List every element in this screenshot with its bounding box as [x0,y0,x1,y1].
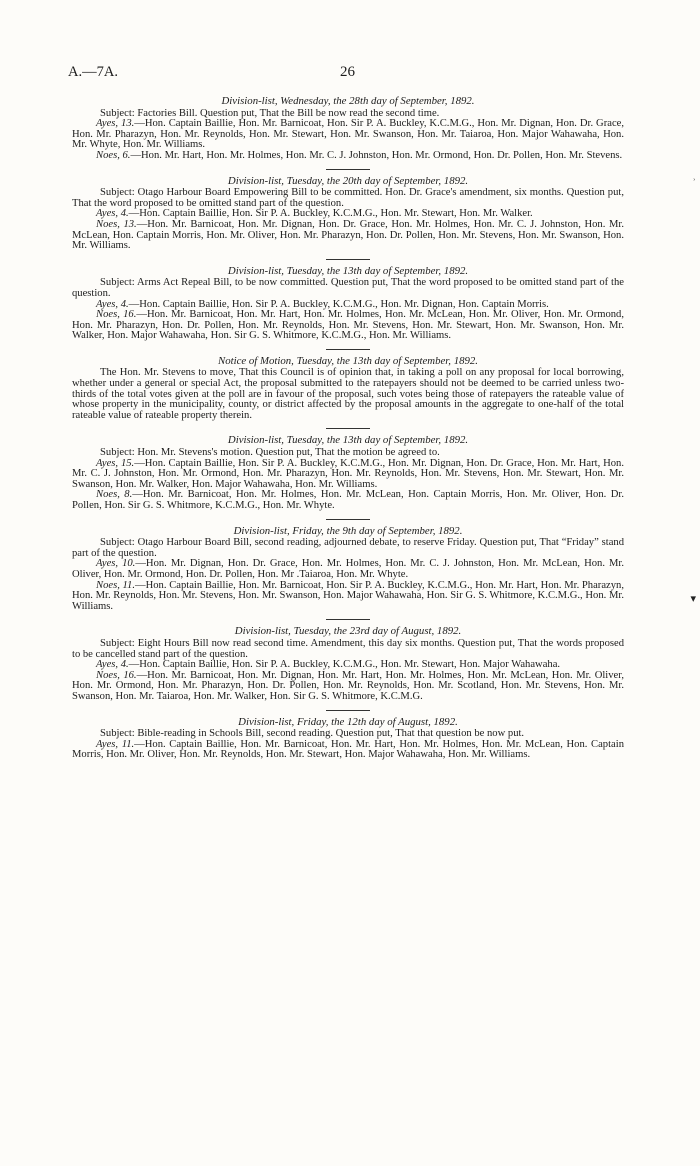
section-divider [326,259,370,260]
noes-paragraph [72,671,624,703]
section-title: Division-list, Friday, the 9th day of September, 1892. [233,524,463,537]
section-divider [326,349,370,350]
margin-mark: ▾ [690,593,696,605]
noes-names: —Hon. Mr. Barnicoat, Hon. Mr. Dignan, Hon. Dr. Grace, Hon. Mr. Holmes, Hon. Mr. C. J. Johnston, Hon. Mr. McLean, Hon. Captain Morris, Hon. Mr. Oliver, Hon. Mr. Pharazyn, Hon. Dr. Pollen, Hon. Mr. Stevens, Hon. Mr. Swanson, Hon. Mr. Williams. [72,218,624,252]
division-subject: Subject: Bible-reading in Schools Bill, second reading. Question put, That that question be now put. [100,728,525,740]
notice-of-motion-section [72,356,624,422]
ayes-paragraph [72,459,624,491]
noes-names: —Hon. Mr. Hart, Hon. Mr. Holmes, Hon. Mr. C. J. Johnston, Hon. Mr. Ormond, Hon. Dr. Pollen, Hon. Mr. Stevens. [130,149,623,161]
noes-label: Noes, 16. [96,669,137,681]
section-divider [326,519,370,520]
margin-mark: ˒ [692,172,696,184]
division-list-section [72,176,624,252]
division-subject: Subject: Factories Bill. Question put, That the Bill be now read the second time. [100,107,440,119]
section-title: Notice of Motion, Tuesday, the 13th day of September, 1892. [218,354,478,367]
section-title: Division-list, Wednesday, the 28th day of September, 1892. [221,95,475,107]
ayes-names: —Hon. Captain Baillie, Hon. Sir P. A. Buckley, K.C.M.G., Hon. Mr. Dignan, Hon. Dr. Grace, Hon. Mr. Hart, Hon. Mr. C. J. Johnston, Hon. Mr. Ormond, Hon. Mr. Pharazyn, Hon. Mr. Reynolds, Hon. Mr. Stevens, Hon. Mr. Stewart, Hon. Mr. Swanson, Hon. Mr. Walker, Hon. Major Wahawaha, Hon. Mr. Williams. [72,457,625,490]
division-list-section [72,266,624,342]
ayes-label: Ayes, 13. [96,118,135,130]
noes-label: Noes, 11. [96,579,135,591]
ayes-label: Ayes, 4. [96,208,129,220]
noes-label: Noes, 13. [96,218,137,230]
noes-paragraph [72,220,624,252]
section-divider [326,710,370,711]
ayes-label: Ayes, 10. [96,558,136,570]
page-header [68,64,626,84]
ayes-label: Ayes, 15. [96,457,135,469]
section-title: Division-list, Tuesday, the 20th day of September, 1892. [227,174,469,187]
division-list-section [72,626,624,702]
noes-paragraph [72,310,624,342]
ayes-names: —Hon. Captain Baillie, Hon. Sir P. A. Buckley, K.C.M.G., Hon. Mr. Dignan, Hon. Captain Morris. [128,298,549,310]
ayes-label: Ayes, 4. [96,298,129,310]
division-subject: Subject: Arms Act Repeal Bill, to be now committed. Question put, That the word proposed to be omitted stand part of the question. [72,277,624,299]
section-title: Division-list, Tuesday, the 13th day of September, 1892. [227,434,469,447]
ayes-paragraph [72,119,624,151]
division-subject: Subject: Otago Harbour Board Bill, second reading, adjourned debate, to reserve Friday. Question put, That “Friday” stand part of the question. [72,537,624,559]
noes-label: Noes, 8. [96,489,133,501]
division-list-section [72,526,624,613]
ayes-names: —Hon. Mr. Dignan, Hon. Dr. Grace, Hon. Mr. Holmes, Hon. Mr. C. J. Johnston, Hon. Mr. McLean, Hon. Mr. Oliver, Hon. Mr. Ormond, Hon. Dr. Pollen, Hon. Mr .Taiaroa, Hon. Mr. Whyte. [72,558,624,580]
noes-paragraph [72,490,624,511]
noes-names: —Hon. Mr. Barnicoat, Hon. Mr. Hart, Hon. Mr. Holmes, Hon. Mr. McLean, Hon. Mr. Oliver, Hon. Mr. Ormond, Hon. Mr. Pharazyn, Hon. Dr. Pollen, Hon. Mr. Reynolds, Hon. Mr. Stevens, Hon. Mr. Stewart, Hon. Mr. Swanson, Hon. Mr. Walker, Hon. Major Wahawaha, Hon. Sir G. S. Whitmore, K.C.M.G., Hon. Mr. Williams. [72,309,624,342]
noes-names: —Hon. Mr. Barnicoat, Hon. Mr. Holmes, Hon. Mr. McLean, Hon. Captain Morris, Hon. Mr. Oliver, Hon. Dr. Pollen, Hon. Sir G. S. Whitmore, K.C.M.G., Hon. Mr. Whyte. [72,489,624,511]
ayes-paragraph [72,559,624,580]
document-reference: A.—7A. [68,64,118,80]
division-subject: Subject: Eight Hours Bill now read second time. Amendment, this day six months. Question put, That the words proposed to be cancelled stand part of the question. [72,637,624,660]
noes-label: Noes, 16. [96,309,137,321]
noes-names: —Hon. Captain Baillie, Hon. Mr. Barnicoat, Hon. Sir P. A. Buckley, K.C.M.G., Hon. Mr. Hart, Hon. Mr. Pharazyn, Hon. Mr. Reynolds, Hon. Mr. Stevens, Hon. Mr. Swanson, Hon. Major Wahawaha, Hon. Sir G. S. Whitmore, K.C.M.G., Hon. Mr. Williams. [72,579,624,612]
page-number: 26 [340,64,355,80]
motion-text: The Hon. Mr. Stevens to move, That this Council is of opinion that, in taking a poll on any proposal for local borrowing, whether under a general or special Act, the proposal submitted to the ratepayers should not be deemed to be carried unless two-thirds of the total votes given at the poll are in favour of the proposal, such votes being those of ratepayers the rateable value of whose property in the municipality, county, or district affected by the proposal amounts in the aggregate to one-half of the total rateable value of rateable property therein. [72,367,624,421]
ayes-names: —Hon. Captain Baillie, Hon. Sir P. A. Buckley, K.C.M.G., Hon. Mr. Stewart, Hon. Mr. Walker. [128,208,533,220]
noes-label: Noes, 6. [96,149,131,161]
ayes-paragraph [72,740,624,761]
ayes-names: —Hon. Captain Baillie, Hon. Mr. Barnicoat, Hon. Mr. Hart, Hon. Mr. Holmes, Hon. Mr. McLean, Hon. Captain Morris, Hon. Mr. Oliver, Hon. Mr. Reynolds, Hon. Mr. Stewart, Hon. Major Wahawaha, Hon. Mr. Williams. [72,738,624,761]
section-divider [326,428,370,429]
division-subject: Subject: Otago Harbour Board Empowering Bill to be committed. Hon. Dr. Grace's amendment, six months. Question put, That the word proposed to be omitted stand part of the question. [72,187,624,209]
section-title: Division-list, Tuesday, the 23rd day of August, 1892. [234,625,462,638]
division-list-section [72,435,624,511]
section-title: Division-list, Friday, the 12th day of August, 1892. [238,715,458,728]
noes-paragraph [72,581,624,613]
document-body [72,96,624,761]
noes-paragraph [72,151,624,162]
ayes-names: —Hon. Captain Baillie, Hon. Mr. Barnicoat, Hon. Sir P. A. Buckley, K.C.M.G., Hon. Mr. Dignan, Hon. Dr. Grace, Hon. Mr. Pharazyn, Hon. Mr. Reynolds, Hon. Mr. Stewart, Hon. Mr. Swanson, Hon. Mr. Taiaroa, Hon. Major Wahawaha, Hon. Mr. Whyte, Hon. Mr. Williams. [72,118,624,151]
ayes-label: Ayes, 11. [96,738,135,750]
ayes-label: Ayes, 4. [96,659,129,671]
section-divider [326,619,370,620]
division-subject: Subject: Hon. Mr. Stevens's motion. Question put, That the motion be agreed to. [100,447,440,459]
noes-names: —Hon. Mr. Barnicoat, Hon. Mr. Dignan, Hon. Mr. Hart, Hon. Mr. Holmes, Hon. Mr. McLean, Hon. Mr. Oliver, Hon. Mr. Ormond, Hon. Mr. Pharazyn, Hon. Dr. Pollen, Hon. Mr. Reynolds, Hon. Mr. Scotland, Hon. Mr. Stevens, Hon. Mr. Swanson, Hon. Mr. Taiaroa, Hon. Mr. Walker, Hon. Sir G. S. Whitmore, K.C.M.G. [72,669,624,702]
division-list-section [72,96,624,162]
division-list-section [72,717,624,761]
ayes-names: —Hon. Captain Baillie, Hon. Sir P. A. Buckley, K.C.M.G., Hon. Mr. Stewart, Hon. Major Wahawaha. [128,659,561,671]
section-title: Division-list, Tuesday, the 13th day of September, 1892. [227,264,469,277]
section-divider [326,169,370,170]
